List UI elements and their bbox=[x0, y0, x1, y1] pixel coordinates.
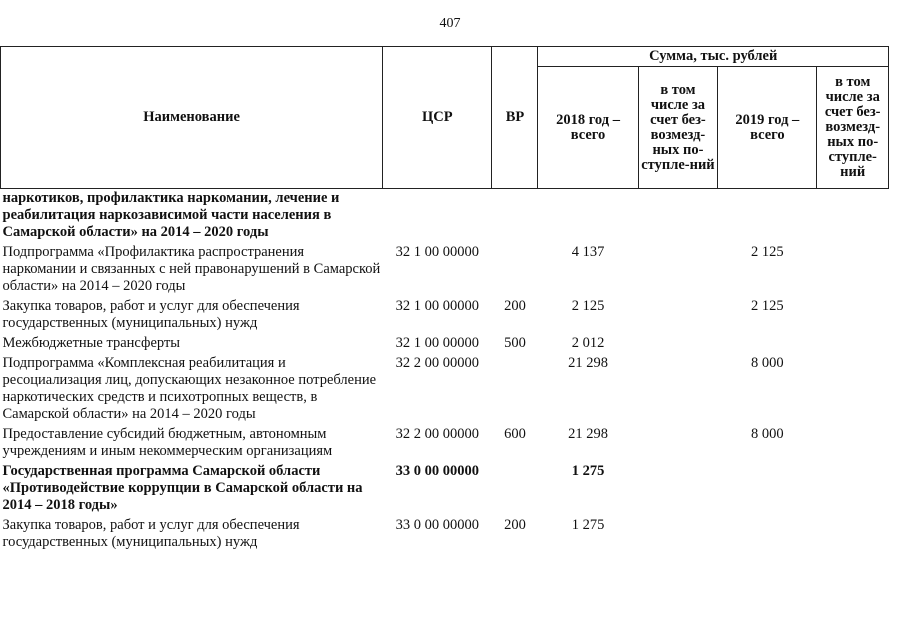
row-2018-total: 21 298 bbox=[568, 355, 608, 371]
row-vr bbox=[492, 189, 538, 245]
page-number: 407 bbox=[439, 16, 461, 31]
table-row bbox=[1, 335, 889, 355]
table-body bbox=[1, 189, 889, 555]
row-2018-free bbox=[638, 517, 718, 554]
row-2019-free bbox=[817, 298, 889, 335]
row-csr: 32 1 00 00000 bbox=[395, 335, 479, 351]
row-2018-free bbox=[638, 244, 718, 298]
row-2018-total: 1 275 bbox=[571, 517, 605, 533]
row-name: Закупка товаров, работ и услуг для обеспечения государственных (муниципальных) нужд bbox=[2, 517, 300, 550]
row-2019-total: 8 000 bbox=[751, 426, 784, 442]
row-2018-total: 4 137 bbox=[571, 244, 605, 260]
row-2019-free bbox=[817, 189, 889, 245]
row-name: наркотиков, профилактика наркомании, лечение и реабилитация наркозависимой части населения в Самарской области» на 2014 – 2020 годы bbox=[2, 190, 340, 240]
row-vr: 500 bbox=[504, 335, 526, 351]
row-2018-total bbox=[538, 189, 638, 245]
row-2018-free bbox=[638, 426, 718, 463]
row-2019-free bbox=[817, 426, 889, 463]
header-csr: ЦСР bbox=[383, 47, 492, 189]
row-csr: 33 0 00 00000 bbox=[395, 463, 479, 479]
row-2019-total bbox=[718, 335, 817, 355]
row-vr bbox=[492, 463, 538, 517]
row-name: Подпрограмма «Комплексная реабилитация и ресоциализация лиц, допускающих незаконное потребление наркотических средств и психотропных веществ, в Самарской области» на 2014 – 2020 годы bbox=[2, 355, 377, 422]
row-csr: 32 2 00 00000 bbox=[395, 355, 479, 371]
header-vr: ВР bbox=[492, 47, 538, 189]
header-sum-group: Сумма, тыс. рублей bbox=[538, 47, 889, 67]
header-2018-free: в том числе за счет без-возмезд-ных по-ступле-ний bbox=[638, 67, 718, 189]
row-name: Предоставление субсидий бюджетным, автономным учреждениям и иным некоммерческим организациям bbox=[2, 426, 333, 459]
row-2019-total bbox=[718, 463, 817, 517]
row-vr: 200 bbox=[504, 517, 526, 533]
row-csr: 32 2 00 00000 bbox=[395, 426, 479, 442]
row-2019-free bbox=[817, 355, 889, 426]
row-2019-free bbox=[817, 244, 889, 298]
row-2019-total: 8 000 bbox=[751, 355, 784, 371]
table-row bbox=[1, 244, 889, 298]
header-name: Наименование bbox=[1, 47, 383, 189]
table-row bbox=[1, 355, 889, 426]
row-2019-total bbox=[718, 517, 817, 554]
row-vr: 200 bbox=[504, 298, 526, 314]
header-2019-total: 2019 год – всего bbox=[718, 67, 817, 189]
row-2018-total: 2 012 bbox=[571, 335, 605, 351]
row-name: Государственная программа Самарской области «Противодействие коррупции в Самарской области на 2014 – 2018 годы» bbox=[2, 463, 363, 513]
header-2018-total: 2018 год – всего bbox=[538, 67, 638, 189]
row-csr: 32 1 00 00000 bbox=[395, 244, 479, 260]
row-2019-total bbox=[718, 189, 817, 245]
row-2018-total: 1 275 bbox=[571, 463, 605, 479]
row-vr bbox=[492, 244, 538, 298]
row-csr: 33 0 00 00000 bbox=[395, 517, 479, 533]
row-2018-total: 2 125 bbox=[571, 298, 605, 314]
table-row bbox=[1, 298, 889, 335]
row-2018-free bbox=[638, 298, 718, 335]
row-2018-free bbox=[638, 189, 718, 245]
table-row bbox=[1, 463, 889, 517]
row-csr bbox=[383, 189, 492, 245]
row-name: Закупка товаров, работ и услуг для обеспечения государственных (муниципальных) нужд bbox=[2, 298, 300, 331]
table-row bbox=[1, 189, 889, 245]
row-2019-free bbox=[817, 335, 889, 355]
table-row bbox=[1, 517, 889, 554]
row-name: Межбюджетные трансферты bbox=[2, 335, 181, 351]
row-2018-total: 21 298 bbox=[568, 426, 608, 442]
row-csr: 32 1 00 00000 bbox=[395, 298, 479, 314]
row-2019-free bbox=[817, 517, 889, 554]
row-2018-free bbox=[638, 355, 718, 426]
budget-table bbox=[0, 46, 889, 554]
row-2019-total: 2 125 bbox=[751, 298, 784, 314]
row-vr: 600 bbox=[504, 426, 526, 442]
row-2019-free bbox=[817, 463, 889, 517]
table-row bbox=[1, 426, 889, 463]
row-vr bbox=[492, 355, 538, 426]
row-2018-free bbox=[638, 335, 718, 355]
header-2019-free: в том числе за счет без-возмезд-ных по-ступле-ний bbox=[817, 67, 889, 189]
row-2019-total: 2 125 bbox=[751, 244, 784, 260]
row-2018-free bbox=[638, 463, 718, 517]
row-name: Подпрограмма «Профилактика распространения наркомании и связанных с ней правонарушений в Самарской области» на 2014 – 2020 годы bbox=[2, 244, 381, 294]
